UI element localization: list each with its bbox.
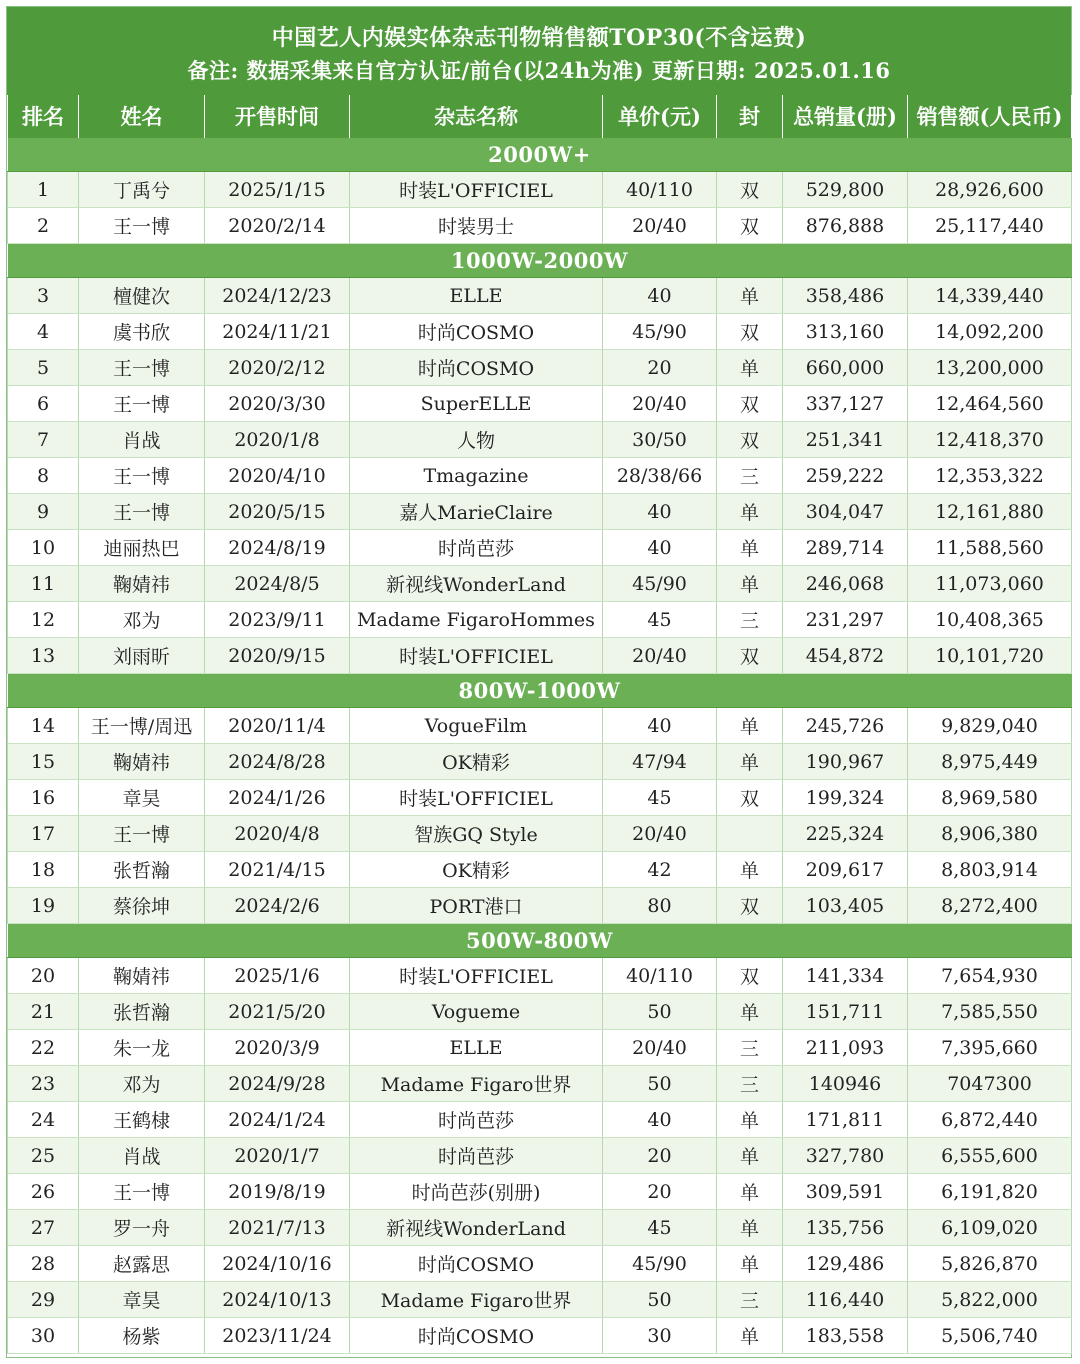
unit-price-cell: 45/90 <box>603 566 717 602</box>
revenue-cell: 8,272,400 <box>908 888 1072 924</box>
release-date-cell: 2020/2/14 <box>205 208 350 244</box>
table-row <box>8 1138 1072 1174</box>
magazine-cell: Vogueme <box>350 994 603 1030</box>
rank-cell: 25 <box>8 1138 79 1174</box>
total-copies-cell: 313,160 <box>783 314 908 350</box>
column-header-rank: 排名 <box>8 95 79 138</box>
cover-cell: 双 <box>717 172 783 208</box>
unit-price-cell: 45/90 <box>603 314 717 350</box>
name-cell: 赵露思 <box>79 1246 205 1282</box>
release-date-cell: 2024/12/23 <box>205 278 350 314</box>
unit-price-cell: 45 <box>603 602 717 638</box>
name-cell: 邓为 <box>79 602 205 638</box>
revenue-cell: 12,353,322 <box>908 458 1072 494</box>
rank-cell: 7 <box>8 422 79 458</box>
name-cell: 杨紫 <box>79 1318 205 1354</box>
release-date-cell: 2024/10/16 <box>205 1246 350 1282</box>
cover-cell: 双 <box>717 208 783 244</box>
cover-cell: 单 <box>717 708 783 744</box>
table-row <box>8 1066 1072 1102</box>
total-copies-cell: 211,093 <box>783 1030 908 1066</box>
table-row <box>8 958 1072 994</box>
release-date-cell: 2020/5/15 <box>205 494 350 530</box>
unit-price-cell: 80 <box>603 888 717 924</box>
rank-cell: 18 <box>8 852 79 888</box>
table-row <box>8 708 1072 744</box>
column-header-magazine: 杂志名称 <box>350 95 603 138</box>
magazine-cell: 时装L'OFFICIEL <box>350 958 603 994</box>
revenue-cell: 8,803,914 <box>908 852 1072 888</box>
rank-cell: 10 <box>8 530 79 566</box>
total-copies-cell: 225,324 <box>783 816 908 852</box>
unit-price-cell: 42 <box>603 852 717 888</box>
name-cell: 王一博 <box>79 350 205 386</box>
revenue-cell: 8,975,449 <box>908 744 1072 780</box>
revenue-cell: 6,191,820 <box>908 1174 1072 1210</box>
rank-cell: 8 <box>8 458 79 494</box>
group-header-row <box>8 674 1072 708</box>
total-copies-cell: 289,714 <box>783 530 908 566</box>
name-cell: 丁禹兮 <box>79 172 205 208</box>
cover-cell: 单 <box>717 1318 783 1354</box>
cover-cell: 单 <box>717 852 783 888</box>
rank-cell: 15 <box>8 744 79 780</box>
table-row <box>8 278 1072 314</box>
release-date-cell: 2024/8/5 <box>205 566 350 602</box>
name-cell: 鞠婧祎 <box>79 958 205 994</box>
group-label: 2000W+ <box>8 138 1072 172</box>
magazine-cell: 时尚COSMO <box>350 1246 603 1282</box>
name-cell: 张哲瀚 <box>79 994 205 1030</box>
revenue-cell: 5,822,000 <box>908 1282 1072 1318</box>
revenue-cell: 13,200,000 <box>908 350 1072 386</box>
total-copies-cell: 245,726 <box>783 708 908 744</box>
unit-price-cell: 40/110 <box>603 958 717 994</box>
magazine-cell: 时尚芭莎(别册) <box>350 1174 603 1210</box>
revenue-cell: 12,418,370 <box>908 422 1072 458</box>
revenue-cell: 7,654,930 <box>908 958 1072 994</box>
name-cell: 王一博 <box>79 816 205 852</box>
release-date-cell: 2021/7/13 <box>205 1210 350 1246</box>
unit-price-cell: 40 <box>603 708 717 744</box>
unit-price-cell: 20/40 <box>603 1030 717 1066</box>
release-date-cell: 2021/4/15 <box>205 852 350 888</box>
name-cell: 鞠婧祎 <box>79 744 205 780</box>
total-copies-cell: 327,780 <box>783 1138 908 1174</box>
magazine-cell: 嘉人MarieClaire <box>350 494 603 530</box>
magazine-cell: Madame Figaro世界 <box>350 1282 603 1318</box>
name-cell: 章昊 <box>79 1282 205 1318</box>
page-title: 中国艺人内娱实体杂志刊物销售额TOP30(不含运费) <box>271 25 807 51</box>
rank-cell: 4 <box>8 314 79 350</box>
name-cell: 张哲瀚 <box>79 852 205 888</box>
release-date-cell: 2024/9/28 <box>205 1066 350 1102</box>
page-subtitle: 备注: 数据采集来自官方认证/前台(以24h为准) 更新日期: 2025.01.16 <box>187 58 891 83</box>
revenue-cell: 11,588,560 <box>908 530 1072 566</box>
magazine-cell: 时尚芭莎 <box>350 530 603 566</box>
unit-price-cell: 50 <box>603 1066 717 1102</box>
unit-price-cell: 45 <box>603 780 717 816</box>
table-row <box>8 638 1072 674</box>
magazine-cell: 时装男士 <box>350 208 603 244</box>
release-date-cell: 2024/1/24 <box>205 1102 350 1138</box>
unit-price-cell: 50 <box>603 994 717 1030</box>
table-row <box>8 1318 1072 1354</box>
column-header-release-date: 开售时间 <box>205 95 350 138</box>
release-date-cell: 2020/2/12 <box>205 350 350 386</box>
cover-cell <box>717 816 783 852</box>
cover-cell: 单 <box>717 1246 783 1282</box>
release-date-cell: 2024/10/13 <box>205 1282 350 1318</box>
revenue-cell: 10,408,365 <box>908 602 1072 638</box>
cover-cell: 双 <box>717 422 783 458</box>
title-banner <box>7 7 1071 95</box>
total-copies-cell: 251,341 <box>783 422 908 458</box>
release-date-cell: 2023/11/24 <box>205 1318 350 1354</box>
release-date-cell: 2020/1/8 <box>205 422 350 458</box>
magazine-cell: 时尚COSMO <box>350 1318 603 1354</box>
column-header-total-copies: 总销量(册) <box>783 95 908 138</box>
cover-cell: 单 <box>717 994 783 1030</box>
revenue-cell: 8,906,380 <box>908 816 1072 852</box>
rank-cell: 12 <box>8 602 79 638</box>
total-copies-cell: 454,872 <box>783 638 908 674</box>
magazine-cell: OK精彩 <box>350 852 603 888</box>
table-row <box>8 602 1072 638</box>
group-label: 500W-800W <box>8 924 1072 958</box>
unit-price-cell: 40 <box>603 1102 717 1138</box>
cover-cell: 三 <box>717 1066 783 1102</box>
name-cell: 刘雨昕 <box>79 638 205 674</box>
rank-cell: 2 <box>8 208 79 244</box>
cover-cell: 双 <box>717 958 783 994</box>
column-header-row <box>8 95 1072 138</box>
name-cell: 王一博 <box>79 208 205 244</box>
rank-cell: 21 <box>8 994 79 1030</box>
revenue-cell: 9,829,040 <box>908 708 1072 744</box>
unit-price-cell: 40 <box>603 494 717 530</box>
magazine-cell: 智族GQ Style <box>350 816 603 852</box>
name-cell: 王一博 <box>79 386 205 422</box>
revenue-cell: 11,073,060 <box>908 566 1072 602</box>
unit-price-cell: 20 <box>603 350 717 386</box>
name-cell: 鞠婧祎 <box>79 566 205 602</box>
rank-cell: 29 <box>8 1282 79 1318</box>
rank-cell: 23 <box>8 1066 79 1102</box>
name-cell: 王鹤棣 <box>79 1102 205 1138</box>
unit-price-cell: 40 <box>603 530 717 566</box>
magazine-cell: 时尚芭莎 <box>350 1102 603 1138</box>
release-date-cell: 2020/4/10 <box>205 458 350 494</box>
cover-cell: 双 <box>717 638 783 674</box>
release-date-cell: 2023/9/11 <box>205 602 350 638</box>
release-date-cell: 2020/3/30 <box>205 386 350 422</box>
table-body <box>8 138 1072 1354</box>
release-date-cell: 2020/9/15 <box>205 638 350 674</box>
magazine-cell: VogueFilm <box>350 708 603 744</box>
unit-price-cell: 40 <box>603 278 717 314</box>
total-copies-cell: 183,558 <box>783 1318 908 1354</box>
revenue-cell: 5,826,870 <box>908 1246 1072 1282</box>
total-copies-cell: 304,047 <box>783 494 908 530</box>
table-row <box>8 994 1072 1030</box>
unit-price-cell: 30 <box>603 1318 717 1354</box>
table-row <box>8 1210 1072 1246</box>
magazine-cell: Tmagazine <box>350 458 603 494</box>
magazine-cell: 新视线WonderLand <box>350 566 603 602</box>
total-copies-cell: 259,222 <box>783 458 908 494</box>
table-row <box>8 816 1072 852</box>
rank-cell: 22 <box>8 1030 79 1066</box>
release-date-cell: 2024/1/26 <box>205 780 350 816</box>
table-row <box>8 852 1072 888</box>
release-date-cell: 2020/1/7 <box>205 1138 350 1174</box>
group-label: 1000W-2000W <box>8 244 1072 278</box>
total-copies-cell: 209,617 <box>783 852 908 888</box>
cover-cell: 单 <box>717 494 783 530</box>
unit-price-cell: 20/40 <box>603 638 717 674</box>
cover-cell: 单 <box>717 1102 783 1138</box>
revenue-cell: 12,464,560 <box>908 386 1072 422</box>
release-date-cell: 2019/8/19 <box>205 1174 350 1210</box>
name-cell: 章昊 <box>79 780 205 816</box>
revenue-cell: 10,101,720 <box>908 638 1072 674</box>
ranking-sheet <box>6 6 1072 1358</box>
cover-cell: 三 <box>717 1030 783 1066</box>
name-cell: 朱一龙 <box>79 1030 205 1066</box>
column-header-revenue: 销售额(人民币) <box>908 95 1072 138</box>
table-row <box>8 780 1072 816</box>
unit-price-cell: 30/50 <box>603 422 717 458</box>
cover-cell: 三 <box>717 602 783 638</box>
release-date-cell: 2020/11/4 <box>205 708 350 744</box>
magazine-cell: 人物 <box>350 422 603 458</box>
rank-cell: 30 <box>8 1318 79 1354</box>
cover-cell: 双 <box>717 386 783 422</box>
cover-cell: 单 <box>717 278 783 314</box>
total-copies-cell: 876,888 <box>783 208 908 244</box>
table-row <box>8 530 1072 566</box>
total-copies-cell: 660,000 <box>783 350 908 386</box>
rank-cell: 5 <box>8 350 79 386</box>
table-row <box>8 1102 1072 1138</box>
total-copies-cell: 231,297 <box>783 602 908 638</box>
unit-price-cell: 20/40 <box>603 208 717 244</box>
magazine-cell: ELLE <box>350 1030 603 1066</box>
rank-cell: 27 <box>8 1210 79 1246</box>
magazine-cell: PORT港口 <box>350 888 603 924</box>
sales-table <box>7 95 1072 1354</box>
group-header-row <box>8 244 1072 278</box>
release-date-cell: 2021/5/20 <box>205 994 350 1030</box>
unit-price-cell: 20/40 <box>603 386 717 422</box>
cover-cell: 双 <box>717 888 783 924</box>
revenue-cell: 28,926,600 <box>908 172 1072 208</box>
column-header-cover: 封 <box>717 95 783 138</box>
rank-cell: 6 <box>8 386 79 422</box>
name-cell: 虞书欣 <box>79 314 205 350</box>
total-copies-cell: 171,811 <box>783 1102 908 1138</box>
name-cell: 蔡徐坤 <box>79 888 205 924</box>
total-copies-cell: 151,711 <box>783 994 908 1030</box>
magazine-cell: Madame Figaro世界 <box>350 1066 603 1102</box>
table-row <box>8 566 1072 602</box>
rank-cell: 16 <box>8 780 79 816</box>
unit-price-cell: 20 <box>603 1174 717 1210</box>
group-header-row <box>8 138 1072 172</box>
revenue-cell: 6,555,600 <box>908 1138 1072 1174</box>
unit-price-cell: 20/40 <box>603 816 717 852</box>
magazine-cell: OK精彩 <box>350 744 603 780</box>
unit-price-cell: 47/94 <box>603 744 717 780</box>
revenue-cell: 8,969,580 <box>908 780 1072 816</box>
unit-price-cell: 20 <box>603 1138 717 1174</box>
column-header-name: 姓名 <box>79 95 205 138</box>
name-cell: 肖战 <box>79 422 205 458</box>
rank-cell: 14 <box>8 708 79 744</box>
table-row <box>8 386 1072 422</box>
unit-price-cell: 45 <box>603 1210 717 1246</box>
name-cell: 迪丽热巴 <box>79 530 205 566</box>
total-copies-cell: 141,334 <box>783 958 908 994</box>
total-copies-cell: 116,440 <box>783 1282 908 1318</box>
total-copies-cell: 135,756 <box>783 1210 908 1246</box>
table-row <box>8 1174 1072 1210</box>
unit-price-cell: 28/38/66 <box>603 458 717 494</box>
unit-price-cell: 40/110 <box>603 172 717 208</box>
name-cell: 邓为 <box>79 1066 205 1102</box>
release-date-cell: 2024/8/28 <box>205 744 350 780</box>
release-date-cell: 2025/1/15 <box>205 172 350 208</box>
name-cell: 王一博 <box>79 458 205 494</box>
magazine-cell: SuperELLE <box>350 386 603 422</box>
rank-cell: 26 <box>8 1174 79 1210</box>
cover-cell: 单 <box>717 1138 783 1174</box>
rank-cell: 9 <box>8 494 79 530</box>
magazine-cell: 时装L'OFFICIEL <box>350 172 603 208</box>
cover-cell: 单 <box>717 1174 783 1210</box>
name-cell: 罗一舟 <box>79 1210 205 1246</box>
rank-cell: 17 <box>8 816 79 852</box>
total-copies-cell: 529,800 <box>783 172 908 208</box>
revenue-cell: 25,117,440 <box>908 208 1072 244</box>
revenue-cell: 6,872,440 <box>908 1102 1072 1138</box>
revenue-cell: 14,092,200 <box>908 314 1072 350</box>
revenue-cell: 14,339,440 <box>908 278 1072 314</box>
revenue-cell: 6,109,020 <box>908 1210 1072 1246</box>
cover-cell: 三 <box>717 458 783 494</box>
cover-cell: 单 <box>717 744 783 780</box>
total-copies-cell: 309,591 <box>783 1174 908 1210</box>
unit-price-cell: 50 <box>603 1282 717 1318</box>
table-row <box>8 1282 1072 1318</box>
total-copies-cell: 337,127 <box>783 386 908 422</box>
table-row <box>8 350 1072 386</box>
magazine-cell: 时尚COSMO <box>350 350 603 386</box>
release-date-cell: 2020/3/9 <box>205 1030 350 1066</box>
magazine-cell: ELLE <box>350 278 603 314</box>
name-cell: 王一博 <box>79 1174 205 1210</box>
revenue-cell: 7047300 <box>908 1066 1072 1102</box>
rank-cell: 1 <box>8 172 79 208</box>
table-row <box>8 314 1072 350</box>
magazine-cell: 新视线WonderLand <box>350 1210 603 1246</box>
cover-cell: 单 <box>717 530 783 566</box>
cover-cell: 双 <box>717 314 783 350</box>
release-date-cell: 2025/1/6 <box>205 958 350 994</box>
release-date-cell: 2020/4/8 <box>205 816 350 852</box>
cover-cell: 单 <box>717 1210 783 1246</box>
revenue-cell: 12,161,880 <box>908 494 1072 530</box>
total-copies-cell: 129,486 <box>783 1246 908 1282</box>
unit-price-cell: 45/90 <box>603 1246 717 1282</box>
total-copies-cell: 140946 <box>783 1066 908 1102</box>
revenue-cell: 7,395,660 <box>908 1030 1072 1066</box>
rank-cell: 28 <box>8 1246 79 1282</box>
total-copies-cell: 199,324 <box>783 780 908 816</box>
cover-cell: 双 <box>717 780 783 816</box>
revenue-cell: 7,585,550 <box>908 994 1072 1030</box>
total-copies-cell: 246,068 <box>783 566 908 602</box>
rank-cell: 3 <box>8 278 79 314</box>
column-header-unit-price: 单价(元) <box>603 95 717 138</box>
release-date-cell: 2024/8/19 <box>205 530 350 566</box>
magazine-cell: 时装L'OFFICIEL <box>350 638 603 674</box>
name-cell: 檀健次 <box>79 278 205 314</box>
rank-cell: 20 <box>8 958 79 994</box>
cover-cell: 单 <box>717 350 783 386</box>
total-copies-cell: 103,405 <box>783 888 908 924</box>
magazine-cell: 时尚芭莎 <box>350 1138 603 1174</box>
rank-cell: 24 <box>8 1102 79 1138</box>
total-copies-cell: 190,967 <box>783 744 908 780</box>
rank-cell: 19 <box>8 888 79 924</box>
table-row <box>8 1246 1072 1282</box>
group-label: 800W-1000W <box>8 674 1072 708</box>
name-cell: 肖战 <box>79 1138 205 1174</box>
release-date-cell: 2024/2/6 <box>205 888 350 924</box>
table-row <box>8 458 1072 494</box>
table-row <box>8 422 1072 458</box>
magazine-cell: 时装L'OFFICIEL <box>350 780 603 816</box>
release-date-cell: 2024/11/21 <box>205 314 350 350</box>
table-row <box>8 172 1072 208</box>
revenue-cell: 5,506,740 <box>908 1318 1072 1354</box>
table-row <box>8 208 1072 244</box>
total-copies-cell: 358,486 <box>783 278 908 314</box>
rank-cell: 11 <box>8 566 79 602</box>
rank-cell: 13 <box>8 638 79 674</box>
magazine-cell: Madame FigaroHommes <box>350 602 603 638</box>
cover-cell: 三 <box>717 1282 783 1318</box>
magazine-cell: 时尚COSMO <box>350 314 603 350</box>
table-row <box>8 1030 1072 1066</box>
table-row <box>8 744 1072 780</box>
cover-cell: 单 <box>717 566 783 602</box>
table-row <box>8 888 1072 924</box>
name-cell: 王一博 <box>79 494 205 530</box>
name-cell: 王一博/周迅 <box>79 708 205 744</box>
table-row <box>8 494 1072 530</box>
group-header-row <box>8 924 1072 958</box>
